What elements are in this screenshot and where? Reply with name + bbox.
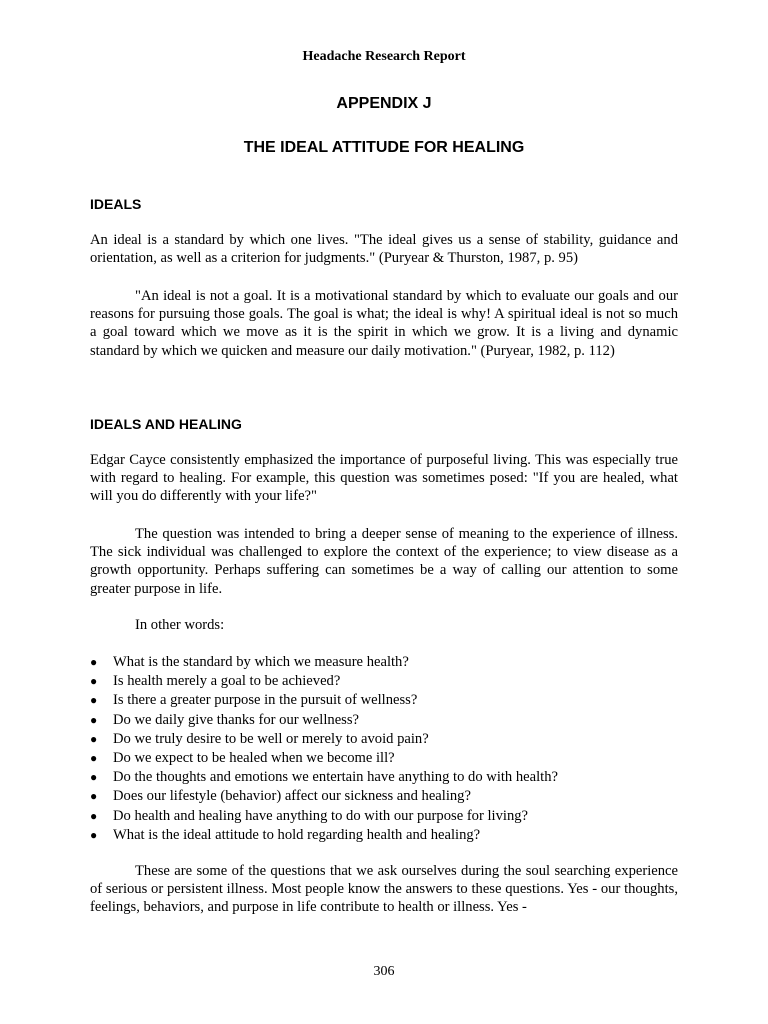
page-title: THE IDEAL ATTITUDE FOR HEALING [243, 139, 525, 156]
list-item [90, 826, 678, 845]
section-heading-ideals: IDEALS [90, 196, 142, 212]
list-item-text: Do we daily give thanks for our wellness? [113, 711, 360, 728]
list-item-text: Is there a greater purpose in the pursuit of wellness? [113, 692, 418, 709]
paragraph-in-other-words: In other words: [135, 617, 225, 633]
list-item-text: Do the thoughts and emotions we entertain have anything to do with health? [113, 769, 559, 786]
list-item-text: Does our lifestyle (behavior) affect our sickness and healing? [113, 788, 471, 805]
list-item-text: What is the standard by which we measure health? [113, 654, 409, 670]
paragraph-soul-searching: These are some of the questions that we ask ourselves during the soul searching experience of serious or persistent illness. Most people know the answers to these questions. Yes - our thoughts, feelings, behaviors, and purpose in life contribute to health or illness. Yes - [90, 863, 678, 916]
list-item [90, 807, 678, 826]
bullet-icon: ● [90, 693, 98, 708]
section-heading-ideals-and-healing: IDEALS AND HEALING [90, 416, 242, 432]
list-item-text: Do health and healing have anything to do with our purpose for living? [113, 807, 529, 824]
list-item-text: Do we expect to be healed when we become ill? [113, 750, 395, 767]
list-item-text: Is health merely a goal to be achieved? [113, 673, 341, 690]
list-item [90, 768, 678, 787]
list-item [90, 730, 678, 749]
bullet-icon: ● [90, 674, 98, 689]
paragraph-deeper-meaning: The question was intended to bring a deeper sense of meaning to the experience of illness. The sick individual was challenged to explore the context of the experience; to view disease as a growth opportunity. Perhaps suffering can sometimes be a way of calling our attention to some greater purpose in life. [90, 526, 678, 597]
running-head: Headache Research Report [302, 49, 466, 64]
list-item [90, 691, 678, 710]
bullet-icon: ● [90, 712, 98, 727]
bullet-icon: ● [90, 808, 98, 823]
list-item-text: Do we truly desire to be well or merely to avoid pain? [113, 730, 429, 747]
bullet-icon: ● [90, 789, 98, 804]
list-item [90, 653, 678, 672]
page-number: 306 [373, 964, 395, 979]
bullet-icon: ● [90, 731, 98, 746]
appendix-title: APPENDIX J [336, 95, 432, 112]
list-item [90, 749, 678, 768]
bullet-icon: ● [90, 770, 98, 785]
paragraph-ideal-definition: An ideal is a standard by which one lives. "The ideal gives us a sense of stability, guidance and orientation, as well as a criterion for judgments." (Puryear & Thurston, 1987, p. 95) [90, 232, 678, 267]
question-list [90, 653, 678, 845]
list-item [90, 787, 678, 806]
list-item [90, 711, 678, 730]
bullet-icon: ● [90, 751, 98, 766]
list-item [90, 672, 678, 691]
bullet-icon: ● [90, 655, 98, 669]
paragraph-ideal-quote: "An ideal is not a goal. It is a motivational standard by which to evaluate our goals and our reasons for pursuing those goals. The goal is what; the ideal is why! A spiritual ideal is not so much a goal toward which we move as it is the spirit in which we grow. It is a living and dynamic standard by which we quicken and measure our daily motivation." (Puryear, 1982, p. 112) [90, 288, 678, 359]
bullet-icon: ● [90, 827, 98, 842]
paragraph-cayce-purpose: Edgar Cayce consistently emphasized the importance of purposeful living. This was especially true with regard to healing. For example, this question was sometimes posed: "If you are healed, what will you do differently with your life?" [90, 452, 678, 505]
list-item-text: What is the ideal attitude to hold regarding health and healing? [113, 826, 481, 843]
